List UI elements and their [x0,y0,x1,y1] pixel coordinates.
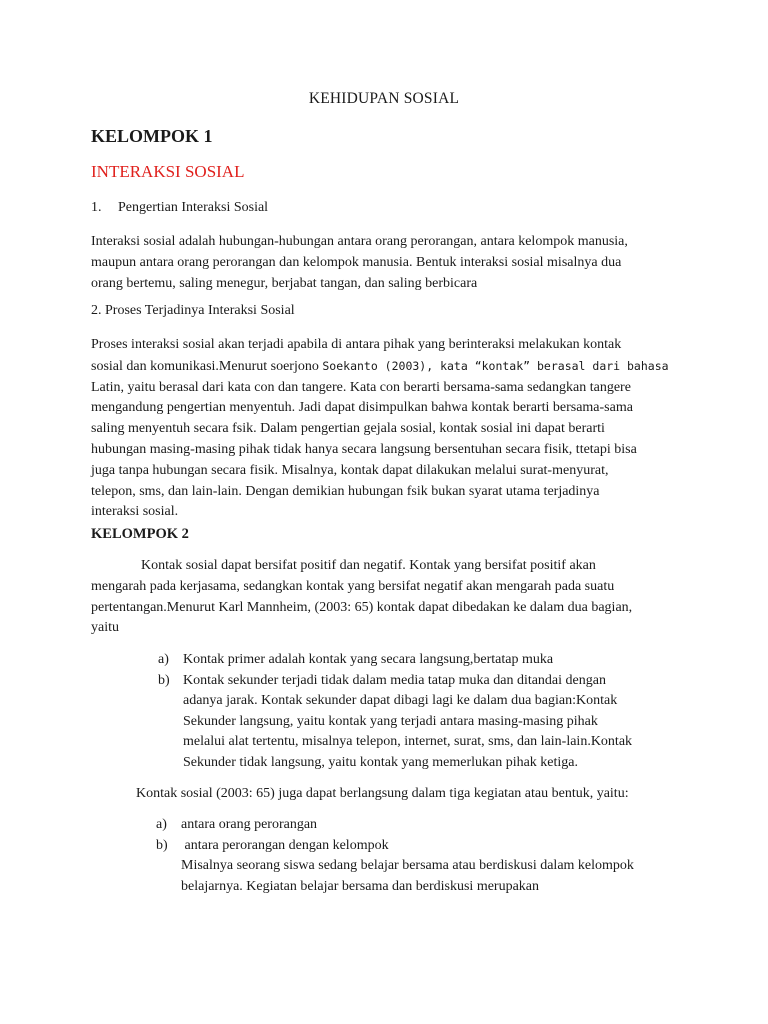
section-1-title [91,200,268,216]
list-marker: a) [156,817,167,832]
section-1-title-text: Pengertian Interaksi Sosial [118,200,269,215]
section-2-title: 2. Proses Terjadinya Interaksi Sosial [91,303,295,318]
paragraph-line: saling menyentuh secara fsik. Dalam pengertian gejala sosial, kontak sosial ini dapat berarti [91,421,605,437]
list-item-line: Sekunder langsung, yaitu kontak yang terjadi antara masing-masing pihak [183,713,598,729]
list-item-line: antara perorangan dengan kelompok [181,837,389,853]
paragraph-line: pertentangan.Menurut Karl Mannheim, (2003: 65) kontak dapat dibedakan ke dalam dua bagian, [91,599,633,615]
section-1-paragraph [91,232,691,294]
list-item-line: Kontak sekunder terjadi tidak dalam media tatap muka dan ditandai dengan [183,672,606,688]
heading-interaksi-sosial: INTERAKSI SOSIAL [91,162,245,181]
paragraph-line: interaksi sosial. [91,504,179,520]
section-1-number: 1. [91,200,102,215]
list-item-line: adanya jarak. Kontak sekunder dapat dibagi lagi ke dalam dua bagian:Kontak [183,693,618,708]
paragraph-line: mengandung pengertian menyentuh. Jadi dapat disimpulkan bahwa kontak berarti bersama-sama [91,400,633,416]
paragraph-line: Kontak sosial (2003: 65) juga dapat berlangsung dalam tiga kegiatan atau bentuk, yaitu: [136,786,629,801]
paragraph-line: Kontak sosial dapat bersifat positif dan negatif. Kontak yang bersifat positif akan [141,558,596,573]
list-item [156,836,634,898]
list-item [156,815,634,836]
paragraph-line: yaitu [91,620,119,636]
list-marker: b) [158,672,170,688]
paragraph-line: hubungan masing-masing pihak tidak hanya secara langsung bersentuhan secara fisik, ttetapi bisa [91,441,637,457]
paragraph-line: maupun antara orang perorangan dan kelompok manusia. Bentuk interaksi sosial misalnya dua [91,254,622,270]
paragraph-line: juga tanpa hubungan secara fisik. Misalnya, kontak dapat dilakukan melalui surat-menyurat, [91,462,609,478]
heading-kelompok-1: KELOMPOK 1 [91,126,213,146]
paragraph-line: mengarah pada kerjasama, sedangkan kontak yang bersifat negatif akan mengarah pada suatu [91,578,615,594]
list-item [158,650,632,671]
document-title: KEHIDUPAN SOSIAL [308,90,460,107]
paragraph-line: telepon, sms, dan lain-lain. Dengan demikian hubungan fsik bukan syarat utama terjadinya [91,483,600,499]
contact-types-list [158,650,632,773]
paragraph-line: Proses interaksi sosial akan terjadi apabila di antara pihak yang berinteraksi melakukan kontak [91,337,622,352]
paragraph-line: Latin, yaitu berasal dari kata con dan tangere. Kata con berarti bersama-sama sedangkan tangere [91,379,631,395]
heading-kelompok-2: KELOMPOK 2 [91,526,189,542]
list-item-line: belajarnya. Kegiatan belajar bersama dan berdiskusi merupakan [181,878,540,894]
list-marker: b) [156,837,168,853]
paragraph-text: sosial dan komunikasi.Menurut soerjono [91,358,323,374]
list-marker: a) [158,652,169,667]
kelompok-2-intro-paragraph [91,556,691,639]
paragraph-text-mono: Soekanto (2003), kata “kontak” berasal dari bahasa [322,358,669,373]
list-item [158,671,632,774]
paragraph-line-mixed [91,356,691,378]
list-item-line: antara orang perorangan [181,817,318,832]
contact-forms-list [156,815,634,897]
list-item-line: Sekunder tidak langsung, yaitu kontak yang memerlukan pihak ketiga. [183,754,579,770]
kontak-sosial-line [136,784,736,805]
paragraph-line: Interaksi sosial adalah hubungan-hubungan antara orang perorangan, antara kelompok manusia, [91,234,628,249]
section-2-paragraph [91,335,691,523]
list-item-line: melalui alat tertentu, misalnya telepon, internet, surat, sms, dan lain-lain.Kontak [183,734,633,749]
list-item-line: Misalnya seorang siswa sedang belajar bersama atau berdiskusi dalam kelompok [181,858,634,873]
paragraph-line: orang bertemu, saling menegur, berjabat tangan, dan saling berbicara [91,275,478,291]
list-item-line: Kontak primer adalah kontak yang secara langsung,bertatap muka [183,652,554,667]
